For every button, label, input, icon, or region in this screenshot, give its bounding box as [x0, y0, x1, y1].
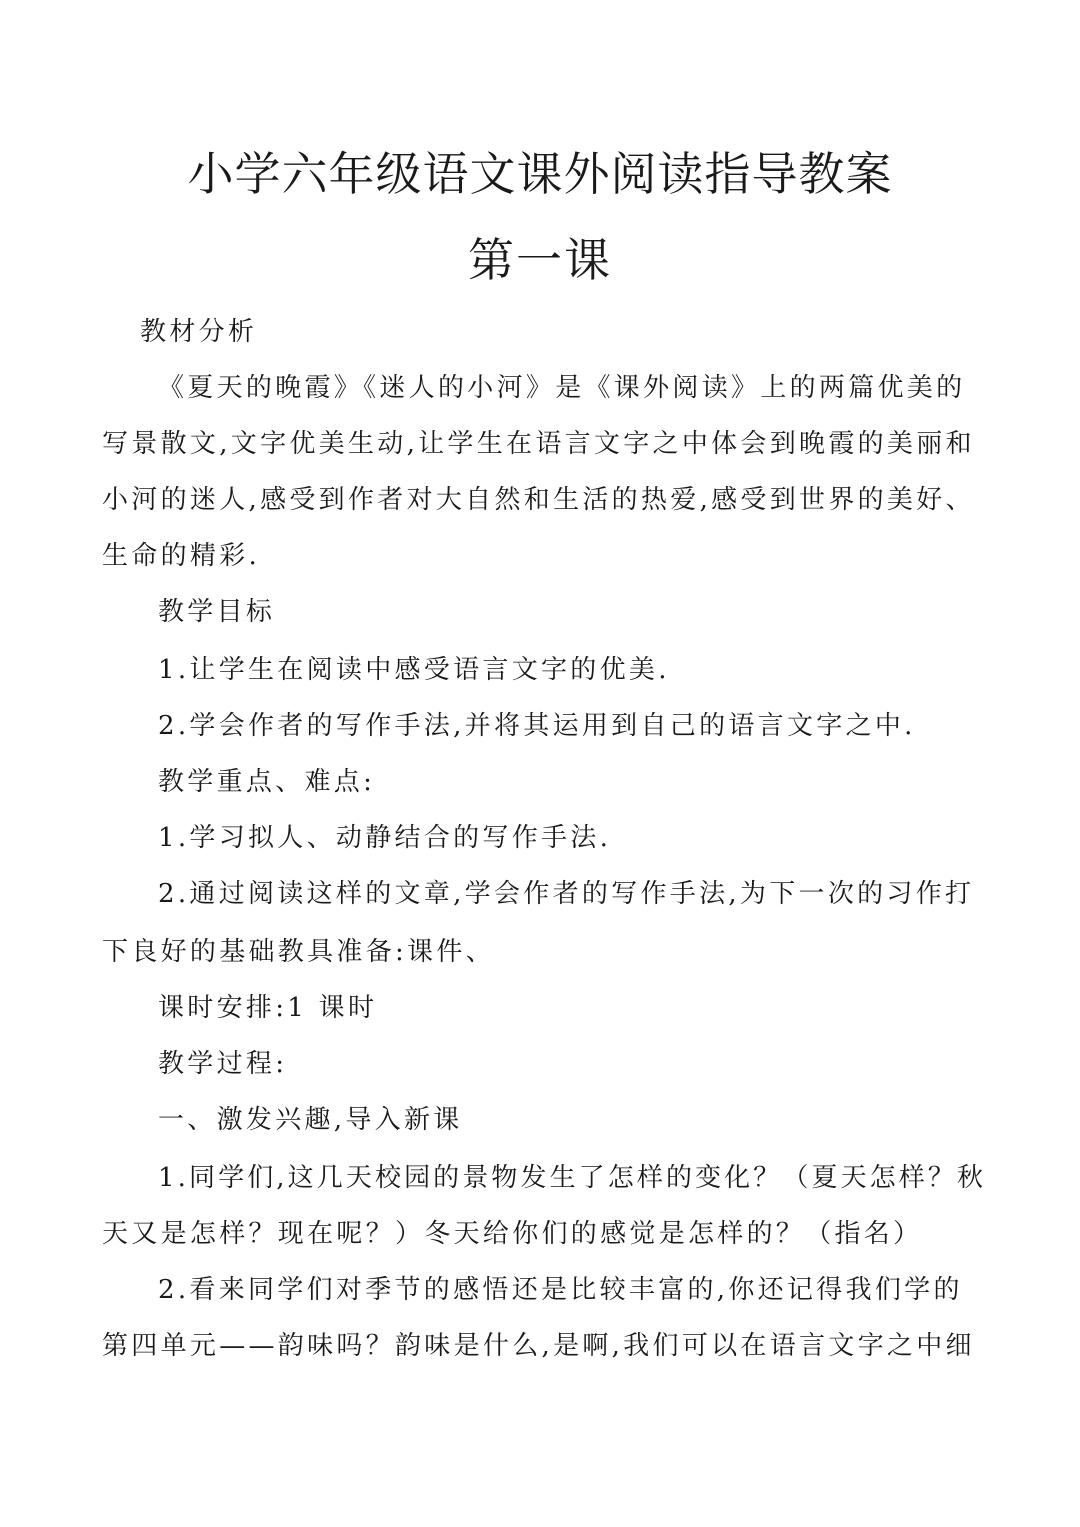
paragraph-line: 写景散文,文字优美生动,让学生在语言文字之中体会到晚霞的美丽和: [102, 429, 975, 459]
document-title: 小学六年级语文课外阅读指导教案: [187, 147, 893, 201]
lesson-title: 第一课: [468, 233, 612, 287]
list-item: 1.让学生在阅读中感受语言文字的优美.: [158, 655, 670, 685]
paragraph-line: 《夏天的晚霞》《迷人的小河》是《课外阅读》上的两篇优美的: [158, 373, 966, 403]
section-heading-key-points: 教学重点、难点:: [158, 767, 376, 797]
section-heading-textbook-analysis: 教材分析: [140, 317, 258, 347]
paragraph-line: 小河的迷人,感受到作者对大自然和生活的热爱,感受到世界的美好、: [102, 485, 975, 515]
section-heading-teaching-goals: 教学目标: [158, 597, 276, 627]
paragraph-line: 生命的精彩.: [102, 541, 261, 571]
list-item: 2.学会作者的写作手法,并将其运用到自己的语言文字之中.: [158, 711, 916, 741]
list-item: 2.通过阅读这样的文章,学会作者的写作手法,为下一次的习作打: [158, 879, 975, 909]
paragraph-line: 下良好的基础教具准备:课件、: [102, 937, 495, 967]
list-item: 1.学习拟人、动静结合的写作手法.: [158, 823, 612, 853]
paragraph-line: 天又是怎样？现在呢？）冬天给你们的感觉是怎样的？（指名）: [102, 1219, 923, 1249]
list-item: 1.同学们,这几天校园的景物发生了怎样的变化？（夏天怎样？秋: [158, 1163, 987, 1193]
class-hours-line: 课时安排:1 课时: [158, 993, 378, 1023]
section-heading-teaching-process: 教学过程:: [158, 1049, 288, 1079]
step-heading: 一、激发兴趣,导入新课: [158, 1105, 463, 1135]
paragraph-line: 第四单元——韵味吗？韵味是什么,是啊,我们可以在语言文字之中细: [102, 1331, 975, 1361]
list-item: 2.看来同学们对季节的感悟还是比较丰富的,你还记得我们学的: [158, 1275, 963, 1305]
